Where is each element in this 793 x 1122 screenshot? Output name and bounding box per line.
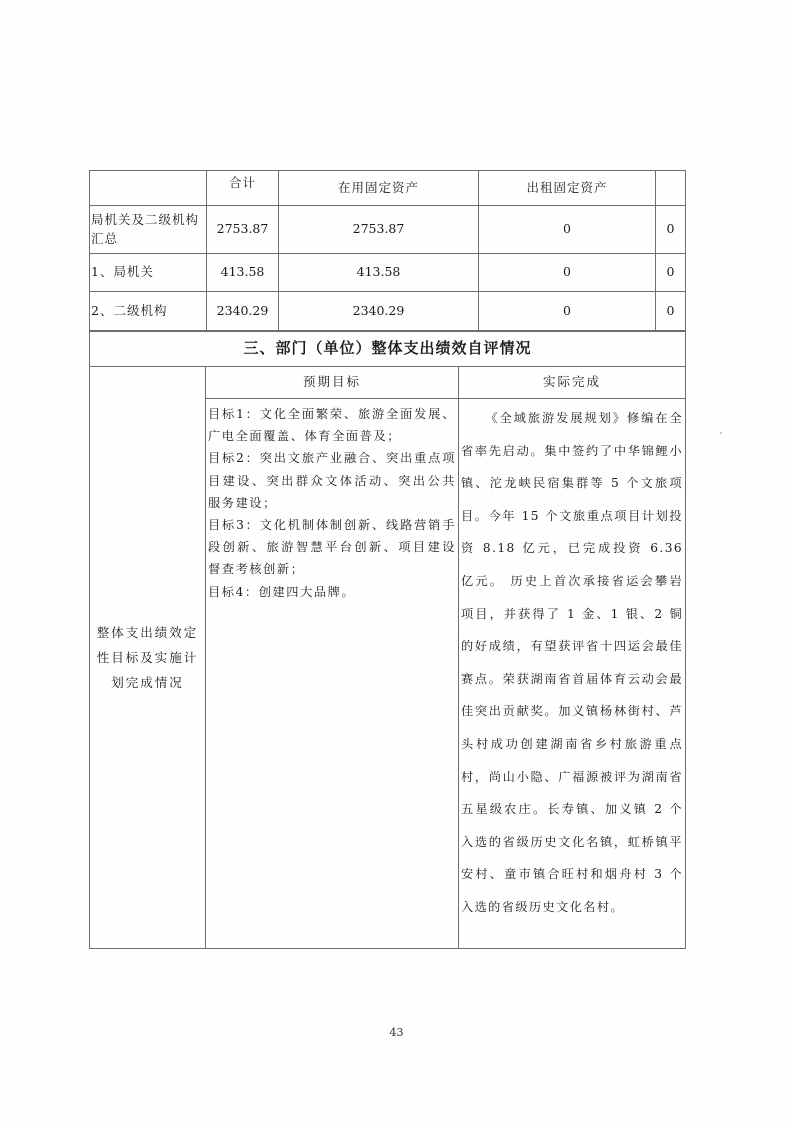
fixed-assets-table	[89, 170, 686, 331]
cell-total: 413.58	[207, 254, 279, 292]
cell-total: 2340.29	[207, 292, 279, 331]
performance-evaluation-table	[89, 331, 686, 949]
row-category-label: 整体支出绩效定性目标及实施计划完成情况	[90, 367, 206, 949]
cell-in-use: 413.58	[279, 254, 479, 292]
table-row	[90, 254, 686, 292]
expected-goals-cell	[206, 399, 459, 949]
goal-item: 目标1：文化全面繁荣、旅游全面发展、广电全面覆盖、体育全面普及；	[208, 407, 456, 444]
header-actual-completion: 实际完成	[459, 367, 686, 399]
cell-other: 0	[656, 254, 686, 292]
cell-rented: 0	[479, 254, 656, 292]
header-blank	[90, 171, 207, 206]
header-in-use-assets: 在用固定资产	[279, 171, 479, 206]
cell-total: 2753.87	[207, 206, 279, 254]
cell-other: 0	[656, 206, 686, 254]
cell-rented: 0	[479, 206, 656, 254]
row-label: 1、局机关	[90, 254, 207, 292]
row-label: 2、二级机构	[90, 292, 207, 331]
cell-rented: 0	[479, 292, 656, 331]
table-row	[90, 292, 686, 331]
page-number: 43	[389, 1026, 404, 1039]
header-expected-goals: 预期目标	[206, 367, 459, 399]
table-row	[90, 206, 686, 254]
scan-speck	[720, 432, 722, 434]
cell-other: 0	[656, 292, 686, 331]
subheader-row	[90, 367, 686, 399]
cell-in-use: 2340.29	[279, 292, 479, 331]
goal-item: 目标4：创建四大品牌。	[208, 584, 356, 599]
goal-item: 目标3：文化机制体制创新、线路营销手段创新、旅游智慧平台创新、项目建设督查考核创新；	[208, 518, 456, 577]
section-title-row	[90, 332, 686, 367]
table-header-row	[90, 171, 686, 206]
section-title: 三、部门（单位）整体支出绩效自评情况	[90, 332, 686, 367]
row-label: 局机关及二级机构汇总	[90, 206, 207, 254]
cell-in-use: 2753.87	[279, 206, 479, 254]
goal-item: 目标2：突出文旅产业融合、突出重点项目建设、突出群众文体活动、突出公共服务建设；	[208, 451, 456, 510]
header-total: 合计	[207, 171, 279, 206]
actual-completion-cell: 《全域旅游发展规划》修编在全省率先启动。集中签约了中华锦鲤小镇、沱龙峡民宿集群等 5 个文旅项目。今年 15 个文旅重点项目计划投资 8.18 亿元，已完成投资 6.36 亿元。 历史上首次承接省运会攀岩项目，并获得了 1 金、1 银、2 铜的好成绩，有望获评省十四运会最佳赛点。荣获湖南省首届体育云动会最佳突出贡献奖。加义镇杨林街村、芦头村成功创建湖南省乡村旅游重点村，尚山小隐、广福源被评为湖南省五星级农庄。长寿镇、加义镇 2 个入选的省级历史文化名镇，虹桥镇平安村、童市镇合旺村和烟舟村 3 个入选的省级历史文化名村。	[459, 399, 686, 949]
header-other	[656, 171, 686, 206]
header-rented-assets: 出租固定资产	[479, 171, 656, 206]
